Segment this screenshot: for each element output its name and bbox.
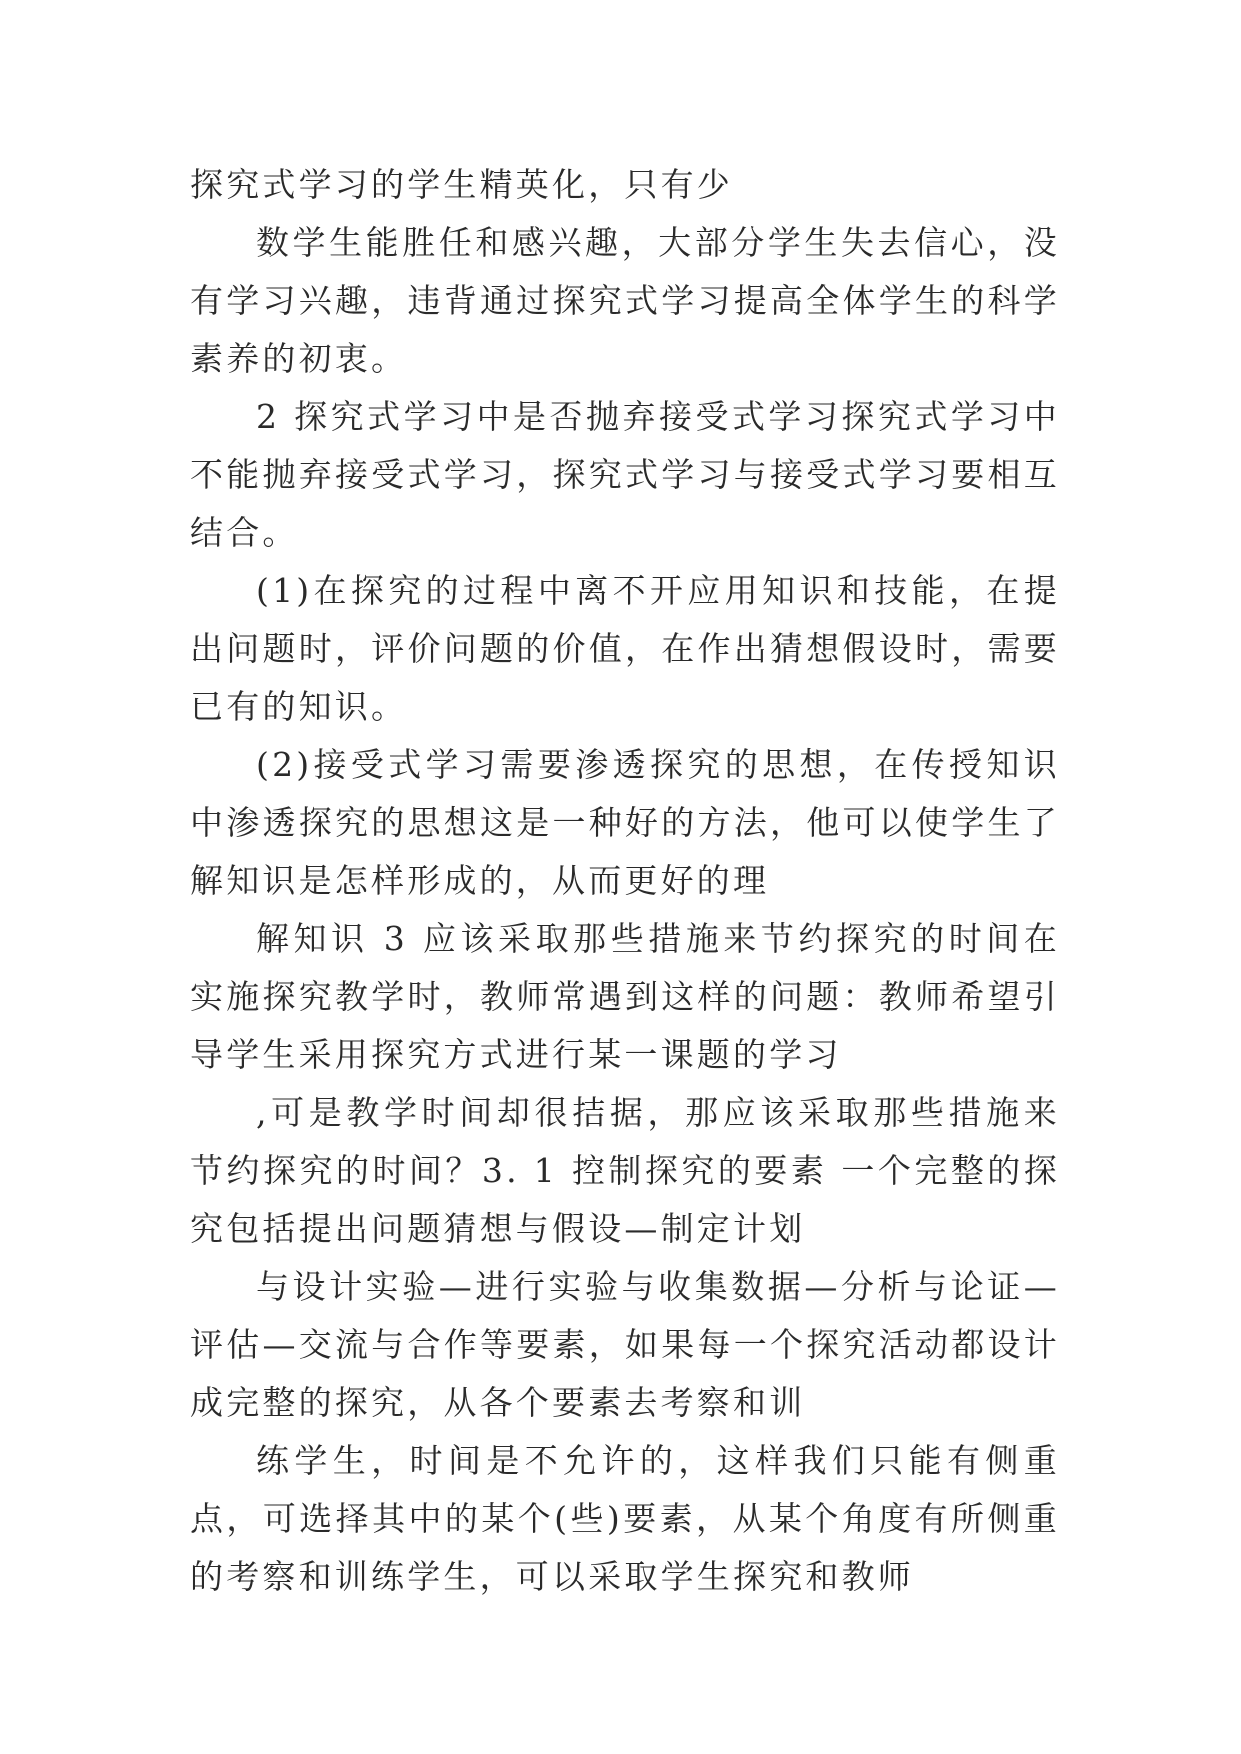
paragraph-8: 与设计实验—进行实验与收集数据—分析与论证—评估—交流与合作等要素，如果每一个探究活动都设计成完整的探究，从各个要素去考察和训 — [190, 1267, 1060, 1422]
paragraph-5: (2)接受式学习需要渗透探究的思想，在传授知识中渗透探究的思想这是一种好的方法，他可以使学生了解知识是怎样形成的，从而更好的理 — [190, 745, 1060, 900]
paragraph-7: ,可是教学时间却很拮据，那应该采取那些措施来节约探究的时间？3. 1 控制探究的要素 一个完整的探究包括提出问题猜想与假设—制定计划 — [190, 1093, 1060, 1248]
paragraph-9: 练学生，时间是不允许的，这样我们只能有侧重点，可选择其中的某个(些)要素，从某个角度有所侧重的考察和训练学生，可以采取学生探究和教师 — [190, 1441, 1060, 1596]
paragraph-6: 解知识 3 应该采取那些措施来节约探究的时间在实施探究教学时，教师常遇到这样的问题：教师希望引导学生采用探究方式进行某一课题的学习 — [190, 919, 1060, 1074]
paragraph-4: (1)在探究的过程中离不开应用知识和技能，在提出问题时，评价问题的价值，在作出猜想假设时，需要已有的知识。 — [190, 571, 1060, 726]
paragraph-1: 探究式学习的学生精英化，只有少 — [190, 165, 733, 204]
paragraph-3: 2 探究式学习中是否抛弃接受式学习探究式学习中不能抛弃接受式学习，探究式学习与接受式学习要相互结合。 — [190, 397, 1060, 552]
document-body — [190, 156, 1060, 1606]
paragraph-2: 数学生能胜任和感兴趣，大部分学生失去信心，没有学习兴趣，违背通过探究式学习提高全体学生的科学素养的初衷。 — [190, 223, 1060, 378]
